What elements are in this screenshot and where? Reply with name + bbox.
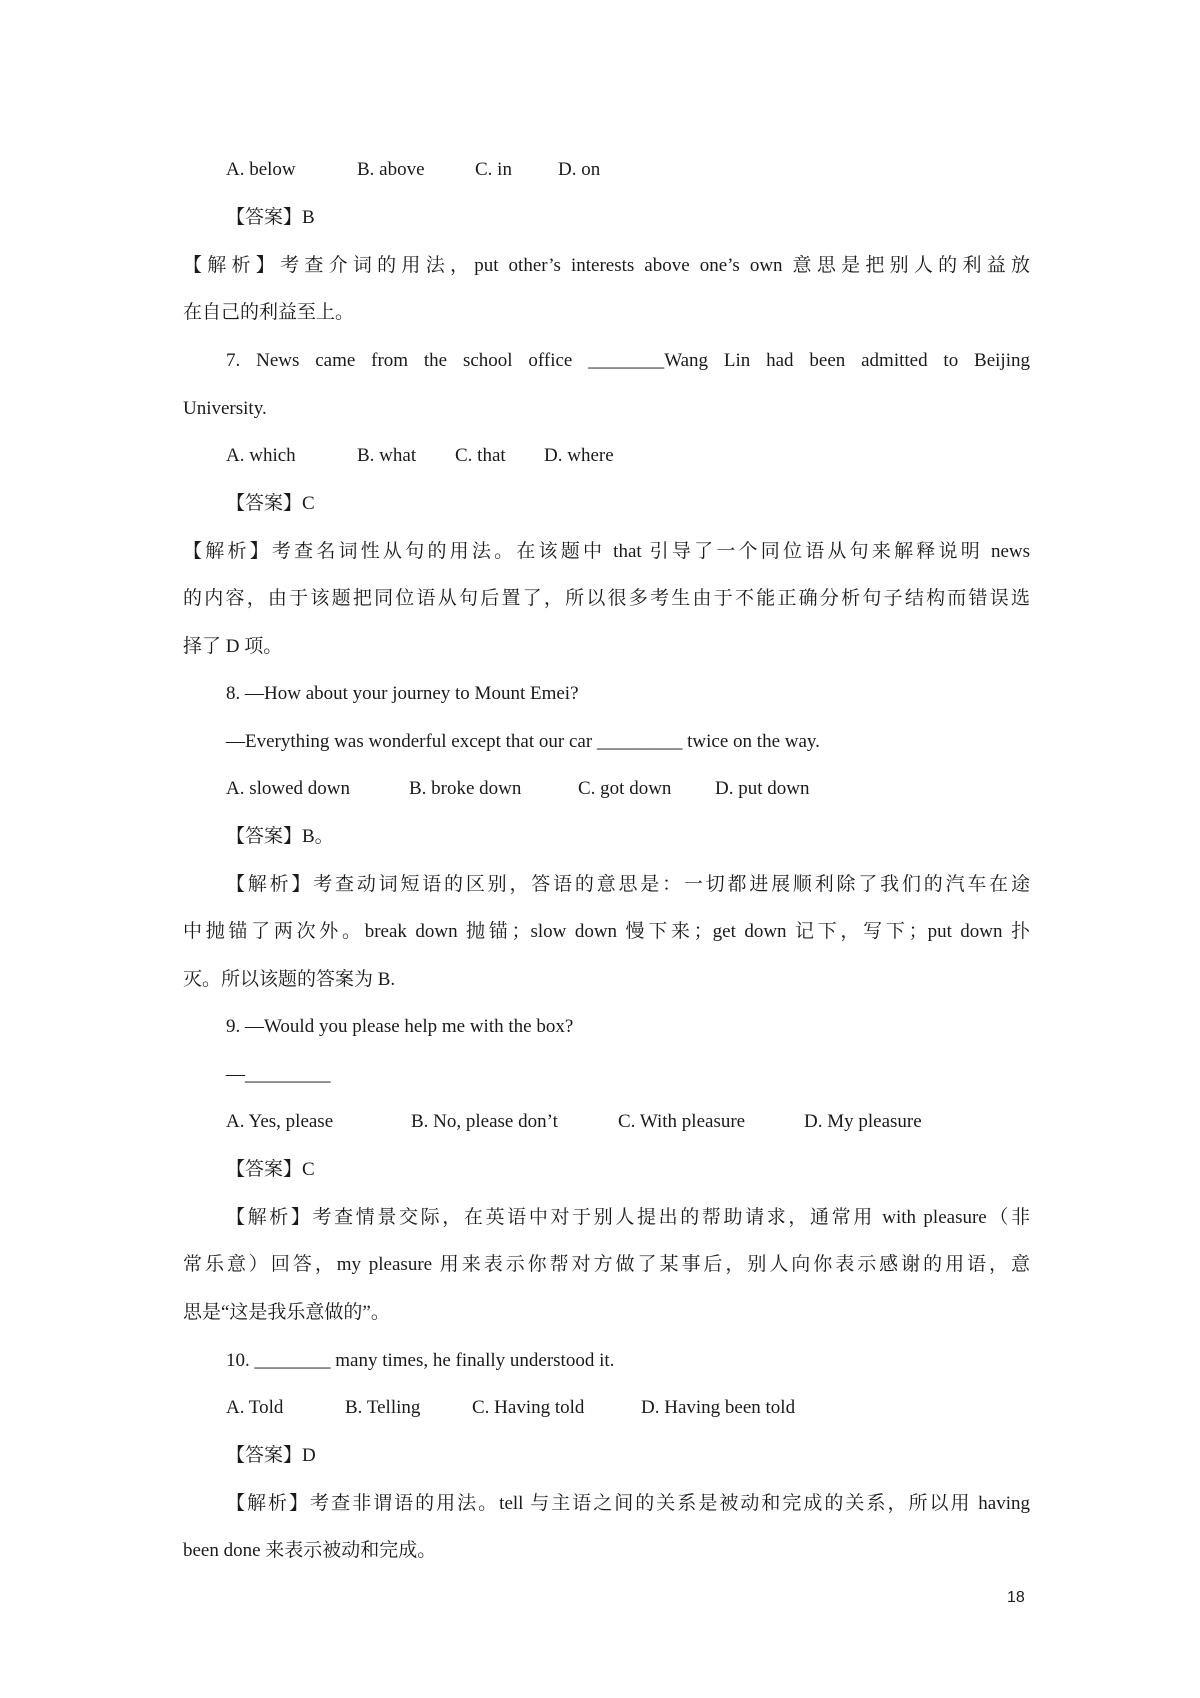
q6-option-b: B. above bbox=[357, 159, 425, 180]
q10-option-c: C. Having told bbox=[472, 1397, 585, 1418]
q10-option-d: D. Having been told bbox=[641, 1397, 796, 1418]
q9-analysis-line-2: 常乐意）回答，my pleasure 用来表示你帮对方做了某事后，别人向你表示感谢的用语，意 bbox=[183, 1254, 1030, 1275]
q8-question-line-2: —Everything was wonderful except that our car _________ twice on the way. bbox=[226, 731, 820, 752]
q8-analysis-line-2: 中抛锚了两次外。break down 抛锚；slow down 慢下来；get down 记下，写下；put down 扑 bbox=[183, 921, 1030, 942]
q9-analysis-line-1: 【解析】考查情景交际，在英语中对于别人提出的帮助请求，通常用 with pleasure（非 bbox=[226, 1207, 1030, 1228]
q9-option-c: C. With pleasure bbox=[618, 1111, 746, 1132]
q9-options bbox=[0, 1110, 1200, 1134]
q8-options bbox=[0, 777, 1200, 801]
q6-option-d: D. on bbox=[558, 159, 601, 180]
q6-option-a: A. below bbox=[226, 159, 296, 180]
q6-analysis-line-2: 在自己的利益至上。 bbox=[183, 302, 355, 323]
q9-answer: 【答案】C bbox=[226, 1159, 315, 1180]
q7-analysis-line-1: 【解析】考查名词性从句的用法。在该题中 that 引导了一个同位语从句来解释说明 news bbox=[183, 541, 1030, 562]
q7-analysis-line-2: 的内容，由于该题把同位语从句后置了，所以很多考生由于不能正确分析句子结构而错误选 bbox=[183, 588, 1030, 609]
q6-options bbox=[0, 158, 1200, 182]
q10-question-line-1: 10. ________ many times, he finally understood it. bbox=[226, 1350, 615, 1371]
q6-analysis-line-1: 【解析】考查介词的用法，put other’s interests above one’s own 意思是把别人的利益放 bbox=[183, 255, 1030, 276]
q7-option-c: C. that bbox=[455, 445, 506, 466]
q8-option-d: D. put down bbox=[715, 778, 810, 799]
q9-option-b: B. No, please don’t bbox=[411, 1111, 558, 1132]
q6-option-c: C. in bbox=[475, 159, 512, 180]
q8-analysis-line-3: 灭。所以该题的答案为 B. bbox=[183, 969, 396, 990]
q7-options bbox=[0, 444, 1200, 468]
q7-option-d: D. where bbox=[544, 445, 614, 466]
q7-answer: 【答案】C bbox=[226, 493, 315, 514]
q8-question-line-1: 8. —How about your journey to Mount Emei? bbox=[226, 683, 579, 704]
q9-option-d: D. My pleasure bbox=[804, 1111, 922, 1132]
q8-answer: 【答案】B。 bbox=[226, 826, 334, 847]
q9-option-a: A. Yes, please bbox=[226, 1111, 334, 1132]
q10-option-b: B. Telling bbox=[345, 1397, 421, 1418]
page-number: 18 bbox=[1007, 1589, 1025, 1606]
q7-option-b: B. what bbox=[357, 445, 417, 466]
q9-question-line-2: —_________ bbox=[226, 1064, 331, 1085]
q7-option-a: A. which bbox=[226, 445, 296, 466]
q8-option-a: A. slowed down bbox=[226, 778, 351, 799]
q7-analysis-line-3: 择了 D 项。 bbox=[183, 636, 283, 657]
q10-answer: 【答案】D bbox=[226, 1445, 316, 1466]
q6-answer: 【答案】B bbox=[226, 207, 315, 228]
q10-option-a: A. Told bbox=[226, 1397, 284, 1418]
q8-option-c: C. got down bbox=[578, 778, 672, 799]
q7-question-line-1: 7. News came from the school office ________Wang Lin had been admitted to Beijing bbox=[226, 350, 1030, 371]
q7-question-line-2: University. bbox=[183, 398, 267, 419]
q9-analysis-line-3: 思是“这是我乐意做的”。 bbox=[183, 1302, 390, 1323]
q9-question-line-1: 9. —Would you please help me with the box? bbox=[226, 1016, 574, 1037]
q10-analysis-line-2: been done 来表示被动和完成。 bbox=[183, 1540, 437, 1561]
q10-analysis-line-1: 【解析】考查非谓语的用法。tell 与主语之间的关系是被动和完成的关系，所以用 having bbox=[226, 1493, 1030, 1514]
q8-analysis-line-1: 【解析】考查动词短语的区别，答语的意思是：一切都进展顺利除了我们的汽车在途 bbox=[226, 874, 1030, 895]
q10-options bbox=[0, 1396, 1200, 1420]
q8-option-b: B. broke down bbox=[409, 778, 522, 799]
